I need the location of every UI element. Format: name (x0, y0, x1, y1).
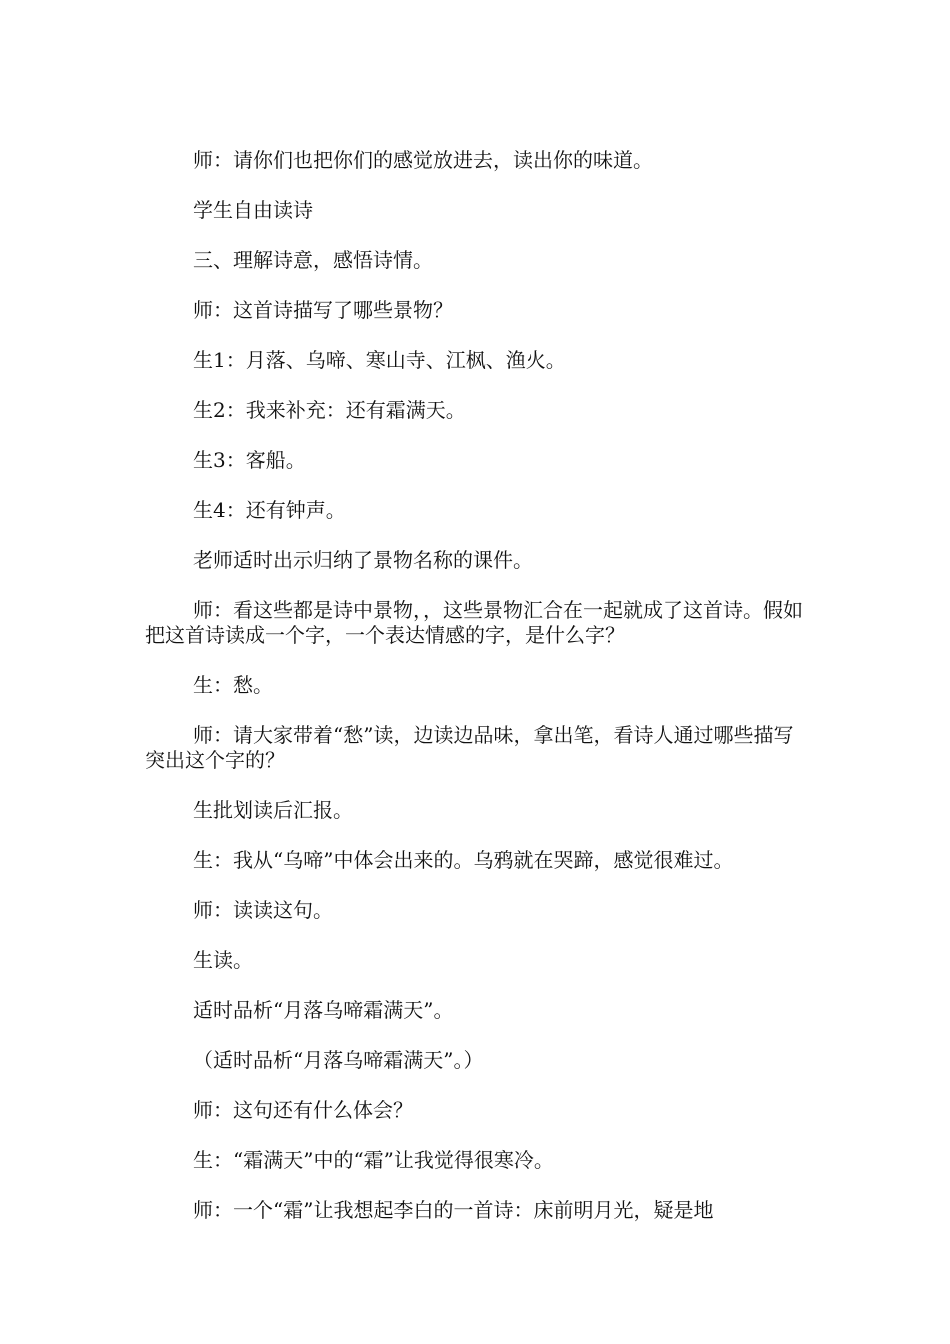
paragraph: 生：愁。 (193, 673, 273, 697)
paragraph: 适时品析“月落乌啼霜满天”。 (193, 998, 454, 1022)
paragraph: 生批划读后汇报。 (193, 798, 353, 822)
paragraph: 师：读读这句。 (193, 898, 333, 922)
paragraph: 生：我从“乌啼”中体会出来的。乌鸦就在哭蹄，感觉很难过。 (193, 848, 734, 872)
paragraph: 师：请大家带着“愁”读，边读边品味，拿出笔，看诗人通过哪些描写突出这个字的？ (145, 723, 794, 772)
paragraph: 师：看这些都是诗中景物，，这些景物汇合在一起就成了这首诗。假如把这首诗读成一个字，一个表达情感的字，是什么字？ (145, 598, 803, 647)
paragraph: 三、理解诗意，感悟诗情。 (193, 248, 433, 272)
paragraph: 师：这首诗描写了哪些景物？ (193, 298, 453, 322)
paragraph: 老师适时出示归纳了景物名称的课件。 (193, 548, 533, 572)
paragraph: 学生自由读诗 (193, 198, 313, 222)
paragraph: 师：一个“霜”让我想起李白的一首诗：床前明月光，疑是地 (193, 1198, 714, 1222)
paragraph: 师：这句还有什么体会？ (193, 1098, 413, 1122)
document-body (145, 148, 810, 1248)
paragraph: 生读。 (193, 948, 253, 972)
paragraph: 生3：客船。 (193, 448, 306, 472)
paragraph: 生1：月落、乌啼、寒山寺、江枫、渔火。 (193, 348, 566, 372)
paragraph: 生：“霜满天”中的“霜”让我觉得很寒冷。 (193, 1148, 554, 1172)
paragraph: （适时品析“月落乌啼霜满天”。） (193, 1048, 484, 1072)
paragraph: 生4：还有钟声。 (193, 498, 346, 522)
paragraph: 生2：我来补充：还有霜满天。 (193, 398, 466, 422)
paragraph: 师：请你们也把你们的感觉放进去，读出你的味道。 (193, 148, 653, 172)
